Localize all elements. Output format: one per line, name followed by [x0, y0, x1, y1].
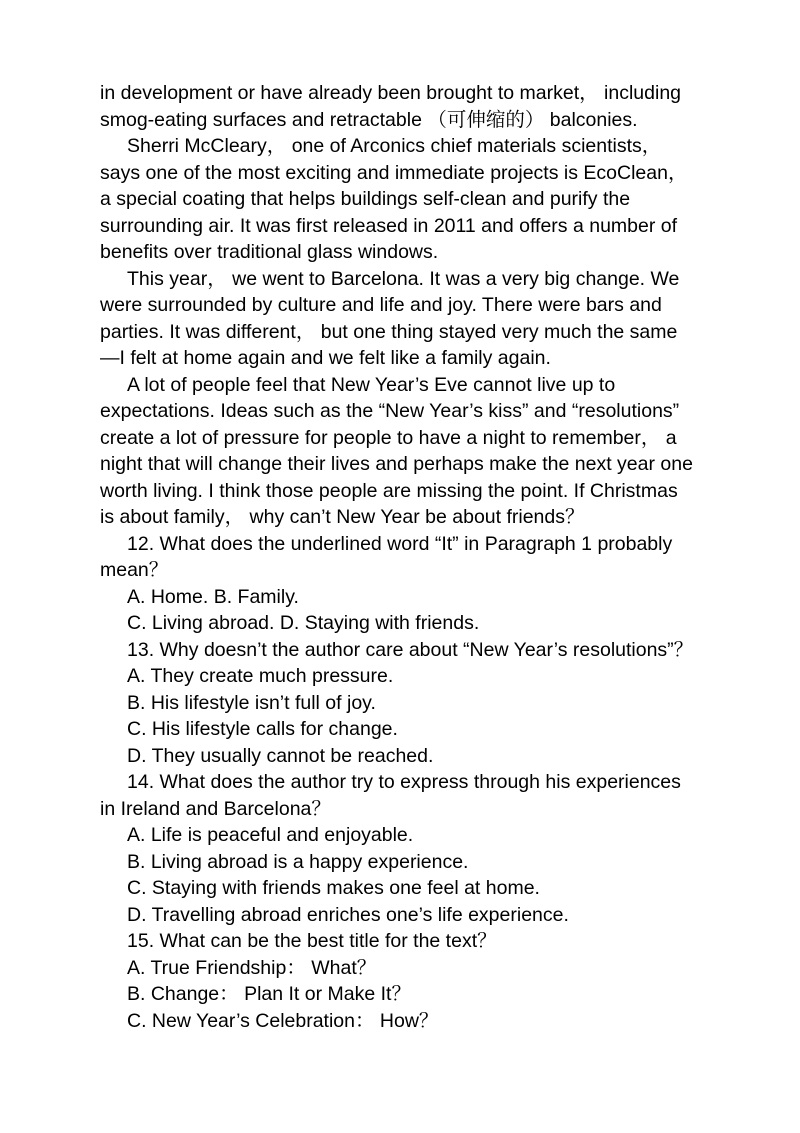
answer-option: A. Life is peaceful and enjoyable. — [127, 824, 414, 846]
paragraph-new-years-eve — [100, 372, 710, 531]
answer-option: B. His lifestyle isn’t full of joy. — [127, 691, 376, 714]
question-stem: in Ireland and Barcelona？ — [100, 797, 331, 820]
answer-option: B. Living abroad is a happy experience. — [127, 850, 469, 873]
question-12 — [100, 531, 710, 637]
text-line: Sherri McCleary， one of Arconics chief materials scientists， — [127, 135, 662, 157]
question-stem: 15. What can be the best title for the text？ — [127, 930, 497, 952]
text-line: This year， we went to Barcelona. It was a very big change. We — [127, 267, 680, 290]
text-line: benefits over traditional glass windows. — [100, 241, 439, 263]
text-line: is about family， why can’t New Year be about friends？ — [100, 506, 585, 528]
text-line: says one of the most exciting and immediate projects is EcoClean， — [100, 161, 688, 184]
text-line: create a lot of pressure for people to have a night to remember， a — [100, 426, 677, 449]
question-stem: mean？ — [100, 559, 169, 581]
text-line: were surrounded by culture and life and joy. There were bars and — [100, 294, 662, 316]
text-line: in development or have already been brought to market， including — [100, 82, 682, 104]
text-line: expectations. Ideas such as the “New Year’s kiss” and “resolutions” — [100, 400, 680, 422]
answer-options: C. Living abroad. D. Staying with friends. — [127, 612, 480, 634]
question-stem: 13. Why doesn’t the author care about “New Year’s resolutions”？ — [127, 638, 694, 661]
answer-options: A. Home. B. Family. — [127, 585, 299, 608]
answer-option: A. True Friendship： What？ — [127, 956, 377, 979]
answer-option: C. His lifestyle calls for change. — [127, 718, 398, 740]
answer-option: B. Change： Plan It or Make It？ — [127, 983, 411, 1005]
text-line: smog-eating surfaces and retractable （可伸缩的） balconies. — [100, 108, 638, 131]
answer-option: A. They create much pressure. — [127, 665, 394, 687]
paragraph-continuation — [100, 80, 710, 133]
paragraph-barcelona — [100, 266, 710, 372]
question-15 — [100, 928, 710, 1034]
answer-option: C. Staying with friends makes one feel at home. — [127, 877, 540, 899]
text-line: parties. It was different， but one thing stayed very much the same — [100, 320, 678, 343]
question-13 — [100, 637, 710, 770]
question-stem: 12. What does the underlined word “It” in Paragraph 1 probably — [127, 532, 673, 555]
answer-option: D. They usually cannot be reached. — [127, 744, 434, 767]
answer-option: C. New Year’s Celebration： How？ — [127, 1009, 439, 1032]
text-line: —I felt at home again and we felt like a family again. — [100, 347, 551, 369]
text-line: night that will change their lives and perhaps make the next year one — [100, 453, 693, 475]
text-line: a special coating that helps buildings self-clean and purify the — [100, 188, 631, 210]
paragraph-ecoclean — [100, 133, 710, 266]
text-line: A lot of people feel that New Year’s Eve cannot live up to — [127, 373, 616, 396]
text-line: surrounding air. It was first released in 2011 and offers a number of — [100, 214, 678, 237]
answer-option: D. Travelling abroad enriches one’s life experience. — [127, 903, 569, 926]
question-14 — [100, 769, 710, 928]
question-stem: 14. What does the author try to express through his experiences — [127, 771, 681, 793]
text-line: worth living. I think those people are missing the point. If Christmas — [100, 479, 678, 502]
